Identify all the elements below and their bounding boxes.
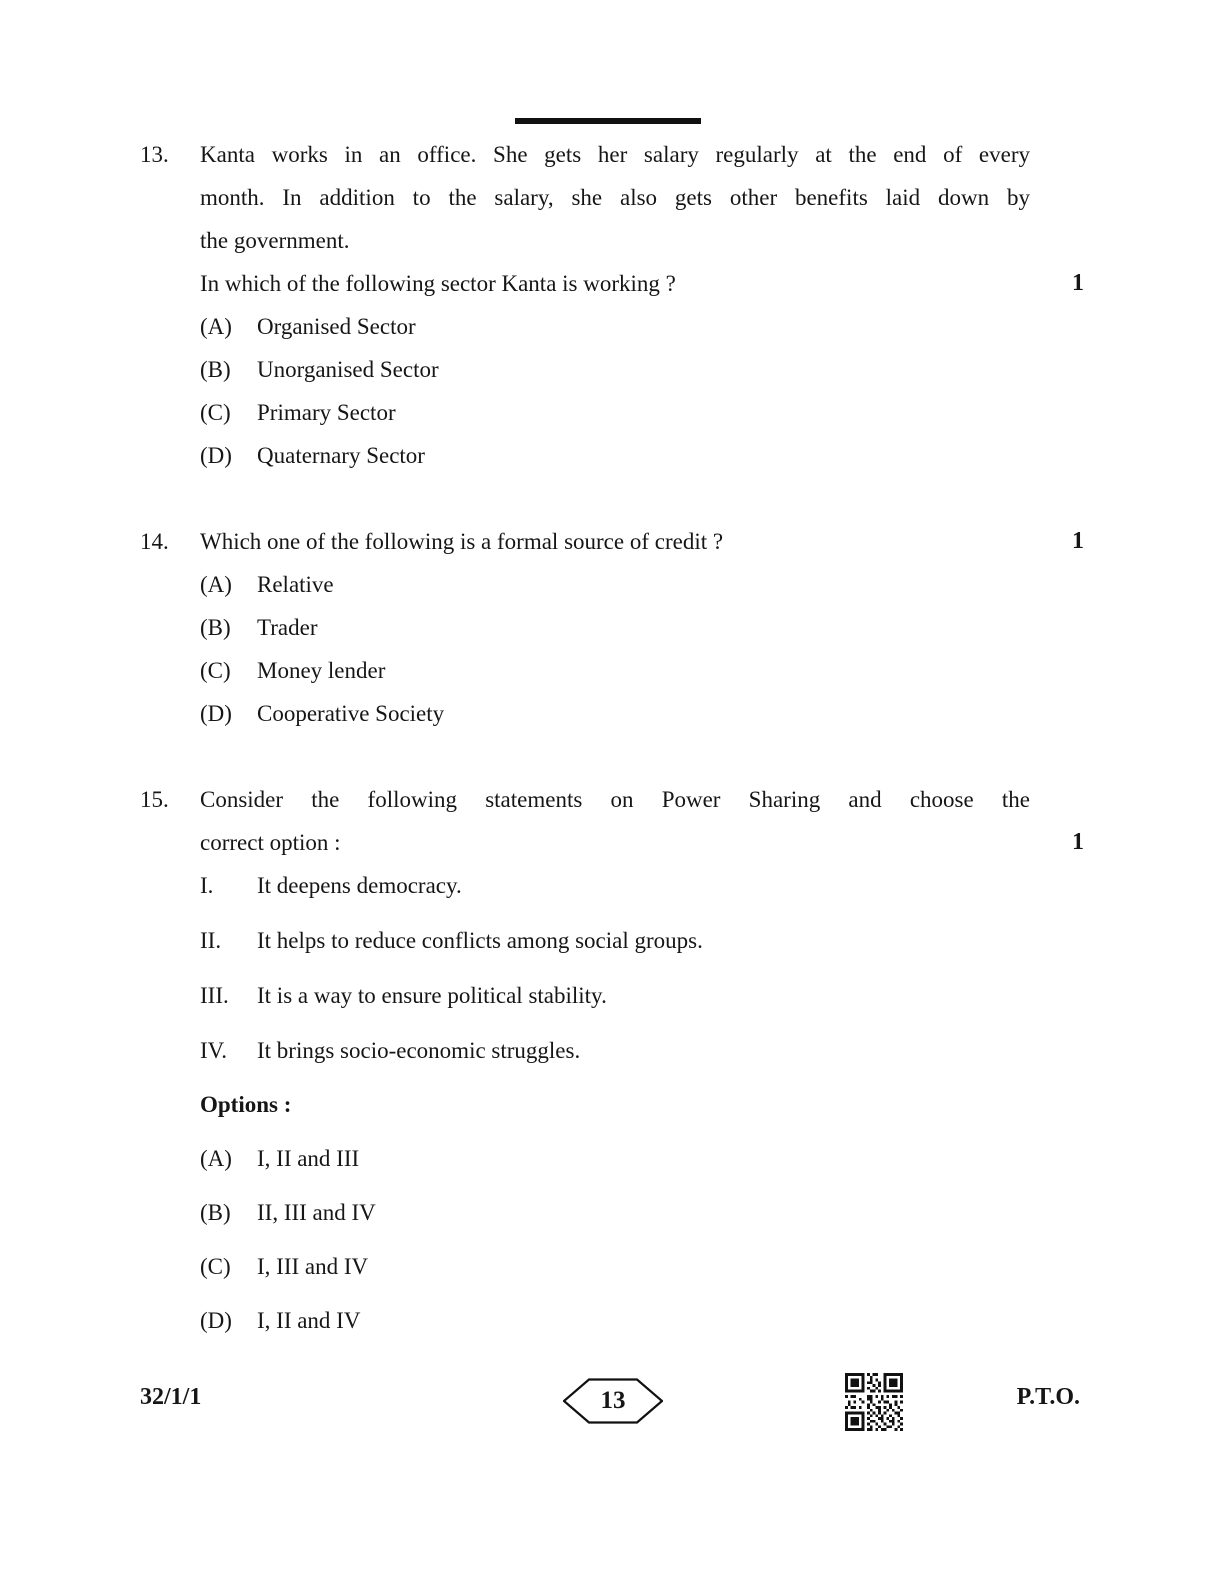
option-text: Quaternary Sector	[257, 443, 425, 468]
statement-text: It deepens democracy.	[257, 873, 462, 898]
option-row	[200, 563, 1030, 606]
marks-value: 1	[1072, 270, 1084, 296]
option-row	[200, 1245, 1030, 1288]
statement-text: It brings socio-economic struggles.	[257, 1038, 581, 1063]
statement-label: IV.	[200, 1038, 228, 1063]
option-text: Cooperative Society	[257, 701, 445, 726]
paper-code: 32/1/1	[140, 1384, 202, 1410]
option-text: Primary Sector	[257, 400, 396, 425]
question-prompt	[200, 262, 1084, 305]
option-text: Money lender	[257, 658, 386, 683]
option-text: Organised Sector	[257, 314, 416, 339]
page-number-hexagon	[563, 1378, 663, 1424]
option-row	[200, 348, 1030, 391]
option-text: I, II and III	[257, 1146, 360, 1171]
statement-label: II.	[200, 928, 222, 953]
statement-row	[200, 1029, 1030, 1072]
question-prompt-line	[200, 821, 1084, 864]
option-row	[200, 649, 1030, 692]
statement-text: It helps to reduce conflicts among social groups.	[257, 928, 703, 953]
page-number: 13	[600, 1387, 626, 1414]
pto-label: P.T.O.	[1016, 1384, 1080, 1410]
option-label: (A)	[200, 1146, 232, 1171]
question-intro-line: Kanta works in an office. She gets her salary regularly at the end of every	[200, 142, 1030, 167]
question-prompt-text: correct option :	[200, 830, 341, 855]
question-prompt	[200, 520, 1084, 563]
question-prompt-text: In which of the following sector Kanta is working ?	[200, 271, 676, 296]
option-label: (D)	[200, 701, 232, 726]
option-text: Relative	[257, 572, 334, 597]
question-number: 15.	[140, 787, 169, 812]
option-label: (A)	[200, 572, 232, 597]
option-row	[200, 606, 1030, 649]
question-intro-line: the government.	[200, 228, 350, 253]
option-label: (B)	[200, 615, 231, 640]
options-heading: Options :	[200, 1092, 292, 1117]
question-number: 13.	[140, 142, 169, 167]
statement-label: III.	[200, 983, 229, 1008]
option-text: I, III and IV	[257, 1254, 369, 1279]
option-label: (C)	[200, 658, 231, 683]
statement-row	[200, 919, 1030, 962]
option-row	[200, 1299, 1030, 1342]
marks-value: 1	[1072, 528, 1084, 554]
section-divider	[515, 118, 701, 124]
option-row	[200, 1137, 1030, 1180]
option-label: (D)	[200, 1308, 232, 1333]
question-intro-line: month. In addition to the salary, she also gets other benefits laid down by	[200, 185, 1030, 210]
option-text: Unorganised Sector	[257, 357, 439, 382]
option-label: (A)	[200, 314, 232, 339]
option-label: (D)	[200, 443, 232, 468]
question-13	[140, 133, 1084, 477]
option-row	[200, 391, 1030, 434]
option-text: I, II and IV	[257, 1308, 361, 1333]
question-prompt-text: Which one of the following is a formal source of credit ?	[200, 529, 724, 554]
option-row	[200, 692, 1030, 735]
option-label: (C)	[200, 1254, 231, 1279]
marks-value: 1	[1072, 829, 1084, 855]
statement-row	[200, 974, 1030, 1017]
option-label: (B)	[200, 1200, 231, 1225]
option-label: (B)	[200, 357, 231, 382]
statement-text: It is a way to ensure political stability.	[257, 983, 607, 1008]
question-prompt-line: Consider the following statements on Power Sharing and choose the	[200, 787, 1030, 812]
page-footer	[0, 1365, 1224, 1445]
question-14	[140, 520, 1084, 735]
statement-label: I.	[200, 873, 214, 898]
option-row	[200, 305, 1030, 348]
option-text: Trader	[257, 615, 318, 640]
option-row	[200, 434, 1030, 477]
page-content	[140, 133, 1084, 1342]
option-label: (C)	[200, 400, 231, 425]
option-text: II, III and IV	[257, 1200, 376, 1225]
question-15	[140, 778, 1084, 1342]
option-row	[200, 1191, 1030, 1234]
statement-row	[200, 864, 1030, 907]
question-number: 14.	[140, 529, 169, 554]
qr-code	[845, 1373, 903, 1431]
